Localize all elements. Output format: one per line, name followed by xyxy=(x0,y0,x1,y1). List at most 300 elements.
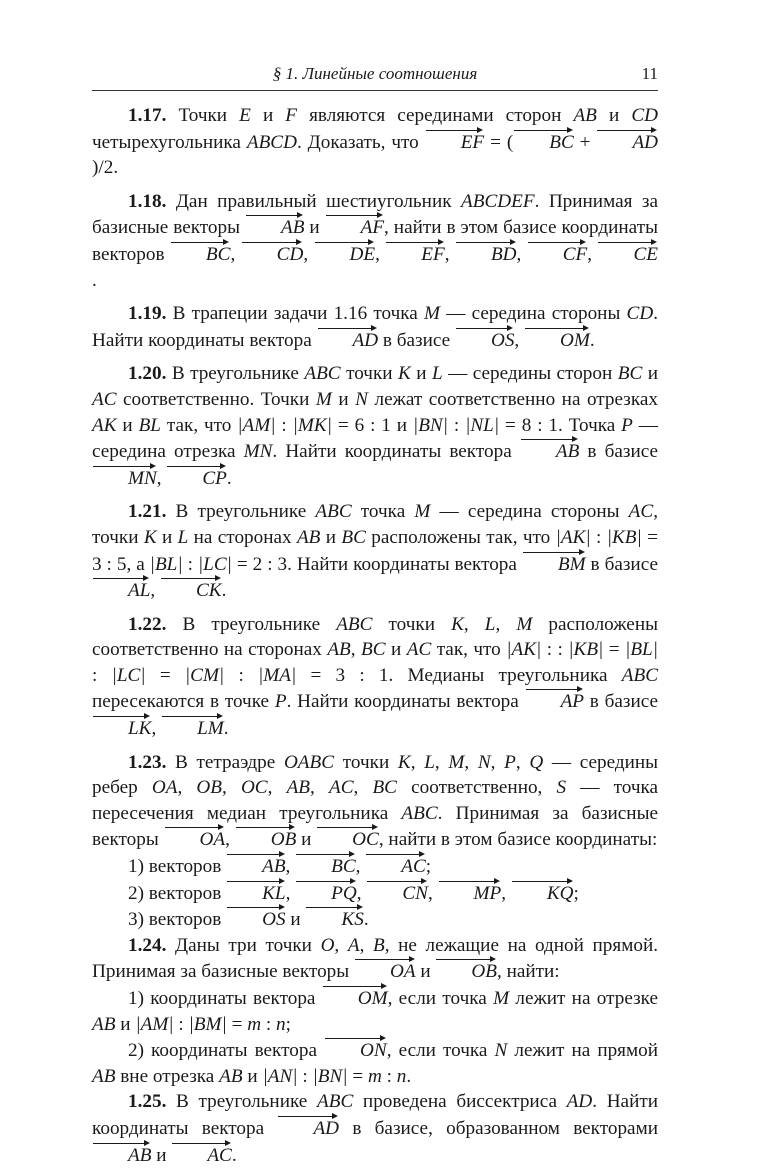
text-run: В треугольнике xyxy=(166,1091,317,1113)
text-run: точка xyxy=(351,501,415,523)
vector-symbol: MP xyxy=(438,880,502,903)
vector-symbol: ON xyxy=(324,1037,387,1060)
text-run: соответственно. Точки xyxy=(116,388,316,410)
problem-1-23 xyxy=(92,750,658,933)
text-run: лежат соответственно на отрезках xyxy=(367,388,658,410)
math-symbol: BC xyxy=(372,777,397,799)
text-run: В треугольнике xyxy=(166,613,337,635)
math-symbol: |AM| xyxy=(237,414,276,436)
math-symbol: AK xyxy=(92,414,117,436)
math-symbol: ABC xyxy=(621,664,658,686)
text-run: , xyxy=(463,613,485,635)
text-run: и xyxy=(642,363,658,385)
vector-symbol: OS xyxy=(226,906,285,929)
vector-symbol: OB xyxy=(235,826,297,849)
text-run: ; xyxy=(285,1013,291,1035)
text-run: , точки xyxy=(92,501,658,548)
text-run: , xyxy=(516,243,527,265)
text-run: ; xyxy=(425,856,432,878)
text-run: В треугольнике xyxy=(166,363,305,385)
text-run: лежит на прямой xyxy=(507,1040,659,1062)
vector-symbol: OC xyxy=(316,826,379,849)
text-run: . xyxy=(589,329,595,351)
math-symbol: CD xyxy=(631,105,658,126)
math-symbol: AD xyxy=(566,1091,593,1113)
text-run: и xyxy=(156,526,178,548)
math-symbol: n xyxy=(276,1013,286,1035)
problem-statement xyxy=(92,612,658,742)
math-symbol: K xyxy=(397,751,411,773)
vector-symbol: BD xyxy=(455,241,517,264)
math-symbol: Q xyxy=(529,751,544,773)
problem-number: 1.22. xyxy=(128,613,167,635)
math-symbol: BC xyxy=(361,639,386,661)
math-symbol: OABC xyxy=(283,751,335,773)
math-symbol: L xyxy=(432,363,443,385)
text-run: , xyxy=(356,882,367,904)
math-symbol: ABC xyxy=(315,501,352,523)
problem-1-17 xyxy=(92,103,658,181)
problem-subitem xyxy=(92,853,658,880)
text-run: пересекаются в точке xyxy=(92,691,275,713)
vector-symbol: AC xyxy=(171,1142,232,1165)
text-run: точки xyxy=(372,613,452,635)
math-symbol: |MK| xyxy=(292,414,332,436)
vector-symbol: DE xyxy=(314,241,376,264)
problem-number: 1.23. xyxy=(128,751,167,773)
math-symbol: P xyxy=(621,414,633,436)
text-run: расположены соответственно на сторонах xyxy=(92,613,658,661)
text-run: и xyxy=(331,388,356,410)
text-run: , xyxy=(495,613,517,635)
vector-symbol: OB xyxy=(435,958,497,981)
text-run: точки xyxy=(334,751,398,773)
math-symbol: |KB| xyxy=(606,526,642,548)
vector-symbol: CP xyxy=(166,465,227,488)
problem-1-22 xyxy=(92,612,658,742)
math-symbol: K xyxy=(143,526,157,548)
vector-symbol: BM xyxy=(522,551,586,574)
text-run: и xyxy=(115,1013,136,1035)
problem-number: 1.18. xyxy=(128,190,167,212)
text-run: , xyxy=(427,882,438,904)
math-symbol: AB xyxy=(92,1013,116,1035)
problem-list xyxy=(92,103,658,1168)
running-header xyxy=(92,60,658,91)
text-run: + xyxy=(573,131,597,153)
text-run: — середины сторон xyxy=(442,363,618,385)
text-run: , xyxy=(177,777,197,799)
text-run: точки xyxy=(340,363,398,385)
vector-symbol: CF xyxy=(527,241,588,264)
vector-symbol: AD xyxy=(596,129,658,152)
text-run: , xyxy=(434,751,449,773)
text-run: — середины ребер xyxy=(92,751,659,799)
text-run: : xyxy=(590,526,607,548)
text-run: , xyxy=(353,777,373,799)
text-run: . xyxy=(226,467,232,489)
vector-symbol: KQ xyxy=(511,880,574,903)
math-symbol: ABCD xyxy=(246,131,297,153)
text-run: . Принимая за базисные векторы xyxy=(92,802,658,851)
vector-symbol: AD xyxy=(277,1115,339,1138)
math-symbol: P xyxy=(274,691,287,713)
math-symbol: S xyxy=(556,777,567,799)
text-run: . Доказать, что xyxy=(296,131,425,153)
text-run: , xyxy=(587,243,598,265)
math-symbol: E xyxy=(239,105,251,126)
vector-symbol: AD xyxy=(317,327,379,350)
math-symbol: |BM| xyxy=(188,1013,227,1035)
math-symbol: ABC xyxy=(304,363,341,385)
math-symbol: AC xyxy=(328,777,354,799)
text-run: В трапеции задачи 1.16 точка xyxy=(166,303,425,325)
vector-symbol: AP xyxy=(525,688,584,711)
text-run: — точка пересечения медиан треугольника xyxy=(92,777,659,824)
text-run: , xyxy=(410,751,425,773)
text-run: 1) координаты вектора xyxy=(128,988,322,1009)
vector-symbol: AF xyxy=(325,214,384,237)
text-run: 3) векторов xyxy=(128,909,227,931)
text-run: , xyxy=(375,243,386,265)
text-run: = 8 : 1. Точка xyxy=(499,414,622,436)
vector-symbol: AL xyxy=(92,577,150,600)
text-run: = ( xyxy=(484,131,514,153)
page-number: 11 xyxy=(641,64,658,83)
math-symbol: |KB| xyxy=(568,639,604,661)
text-run: : xyxy=(92,664,112,686)
math-symbol: m xyxy=(367,1065,382,1087)
text-run: являются серединами сторон xyxy=(297,105,574,126)
text-run: Точки xyxy=(166,105,240,126)
text-run: . Найти координаты вектора xyxy=(92,303,658,351)
vector-symbol: AB xyxy=(226,853,285,876)
math-symbol: K xyxy=(451,613,464,635)
math-symbol: n xyxy=(396,1065,407,1087)
text-run: . xyxy=(92,269,97,291)
text-run: в базисе xyxy=(585,553,658,575)
text-run: , xyxy=(359,934,373,956)
math-symbol: K xyxy=(398,363,411,385)
text-run: и xyxy=(296,829,317,851)
text-run: = 3 : 1. Медианы треугольника xyxy=(296,664,622,686)
vector-symbol: LM xyxy=(161,715,224,738)
vector-symbol: OM xyxy=(322,985,388,1008)
text-run: = xyxy=(347,1065,368,1087)
text-run: . xyxy=(231,1144,237,1166)
text-run: и xyxy=(410,363,432,385)
problem-1-21 xyxy=(92,499,658,603)
text-run: , xyxy=(150,580,160,602)
text-run: , xyxy=(222,777,241,799)
text-run: 1) векторов xyxy=(128,856,227,878)
problem-1-25 xyxy=(92,1089,658,1168)
text-run: и xyxy=(320,526,342,548)
text-run: : xyxy=(275,414,293,436)
vector-symbol: CD xyxy=(241,241,304,264)
text-run: , xyxy=(267,777,287,799)
text-run: : xyxy=(173,1013,189,1035)
math-symbol: CD xyxy=(626,303,654,325)
math-symbol: N xyxy=(494,1040,508,1062)
text-run: . xyxy=(406,1065,412,1087)
text-run: В тетраэдре xyxy=(166,751,284,773)
math-symbol: AC xyxy=(92,388,117,410)
text-run: )/2. xyxy=(92,157,119,179)
text-run: четырехугольника xyxy=(92,131,247,153)
math-symbol: M xyxy=(414,501,431,523)
problem-statement xyxy=(92,361,658,491)
text-run: и xyxy=(596,105,632,126)
text-run: , xyxy=(350,639,362,661)
text-run: , если точка xyxy=(387,988,494,1009)
text-run: . xyxy=(223,718,229,740)
problem-number: 1.19. xyxy=(128,303,167,325)
math-symbol: MN xyxy=(243,441,273,463)
math-symbol: OA xyxy=(151,777,178,799)
problem-statement xyxy=(92,750,658,853)
text-run: . Найти координаты вектора xyxy=(272,441,520,463)
problem-statement xyxy=(92,933,658,985)
vector-symbol: LK xyxy=(92,715,151,738)
vector-symbol: CE xyxy=(597,241,658,264)
math-symbol: AC xyxy=(628,501,654,523)
text-run: . xyxy=(363,909,369,931)
problem-1-20 xyxy=(92,361,658,491)
math-symbol: A xyxy=(347,934,360,956)
text-run: и xyxy=(304,217,325,239)
text-run: : xyxy=(381,1065,397,1087)
text-run: расположены так, что xyxy=(365,526,556,548)
text-run: и xyxy=(415,961,436,983)
math-symbol: L xyxy=(484,613,496,635)
text-run: В треугольнике xyxy=(166,501,316,523)
text-run: = 3 : 5, а xyxy=(92,526,658,575)
math-symbol: |AM| xyxy=(135,1013,174,1035)
text-run: = 6 : 1 и xyxy=(332,414,413,436)
math-symbol: BC xyxy=(341,526,366,548)
vector-symbol: BC xyxy=(170,241,231,264)
math-symbol: AB xyxy=(92,1065,116,1087)
text-run: = xyxy=(603,639,626,661)
problem-subitem xyxy=(92,906,658,933)
math-symbol: |NL| xyxy=(465,414,500,436)
text-run: : xyxy=(261,1013,277,1035)
vector-symbol: OS xyxy=(455,327,514,350)
text-run: — середина стороны xyxy=(440,303,627,325)
math-symbol: N xyxy=(477,751,491,773)
math-symbol: P xyxy=(504,751,516,773)
text-run: . Найти координаты вектора xyxy=(92,1091,658,1139)
math-symbol: AB xyxy=(219,1065,243,1087)
text-run: — середина отрезка xyxy=(92,414,658,463)
text-run: так, что xyxy=(431,639,507,661)
text-run: и xyxy=(242,1065,263,1087)
math-symbol: L xyxy=(424,751,435,773)
text-run: в базисе xyxy=(378,329,455,351)
text-run: в базисе xyxy=(584,691,658,713)
problem-number: 1.24. xyxy=(128,934,167,956)
problem-number: 1.17. xyxy=(128,105,167,126)
problem-1-19 xyxy=(92,301,658,353)
text-run: 2) координаты вектора xyxy=(128,1040,325,1062)
text-run: = xyxy=(145,664,185,686)
vector-symbol: KL xyxy=(226,880,285,903)
math-symbol: M xyxy=(315,388,332,410)
vector-symbol: MN xyxy=(92,465,157,488)
problem-subitem xyxy=(92,985,658,1037)
problem-statement xyxy=(92,499,658,603)
text-run: , xyxy=(444,243,455,265)
math-symbol: OB xyxy=(196,777,222,799)
problem-statement xyxy=(92,1089,658,1168)
problem-subitem xyxy=(92,880,658,907)
text-run: : : xyxy=(541,639,569,661)
problem-number: 1.20. xyxy=(128,363,167,385)
text-run: , xyxy=(285,856,296,878)
text-run: : xyxy=(297,1065,313,1087)
problem-statement xyxy=(92,189,658,293)
vector-symbol: OA xyxy=(354,958,416,981)
math-symbol: |MA| xyxy=(258,664,297,686)
text-run: Даны три точки xyxy=(166,934,321,956)
text-run: и xyxy=(285,909,306,931)
text-run: , xyxy=(490,751,505,773)
math-symbol: ABCDEF xyxy=(461,190,535,212)
math-symbol: AB xyxy=(573,105,597,126)
math-symbol: |BL| xyxy=(625,639,658,661)
math-symbol: |BL| xyxy=(149,553,183,575)
text-run: ; xyxy=(573,882,579,904)
math-symbol: OC xyxy=(240,777,268,799)
text-run: : xyxy=(182,553,198,575)
section-title: § 1. Линейные соотношения xyxy=(272,64,478,83)
text-run: , не лежащие на одной прямой. Принимая за базисные векторы xyxy=(92,934,659,983)
text-run: . xyxy=(221,580,227,602)
vector-symbol: AC xyxy=(365,853,426,876)
text-run: , xyxy=(156,467,167,489)
vector-symbol: AB xyxy=(520,438,579,461)
vector-symbol: AB xyxy=(245,214,304,237)
vector-symbol: PQ xyxy=(295,880,357,903)
math-symbol: M xyxy=(516,613,533,635)
math-symbol: L xyxy=(177,526,189,548)
text-run: и xyxy=(250,105,286,126)
vector-symbol: BC xyxy=(513,129,574,152)
text-run: , xyxy=(303,243,314,265)
text-run: , xyxy=(285,882,296,904)
math-symbol: |CM| xyxy=(184,664,225,686)
text-run: , xyxy=(501,882,511,904)
math-symbol: |BN| xyxy=(312,1065,348,1087)
math-symbol: AB xyxy=(286,777,311,799)
math-symbol: ABC xyxy=(317,1091,354,1113)
text-run: . Принимая за базисные векторы xyxy=(92,190,658,239)
text-run: , xyxy=(334,934,348,956)
math-symbol: AB xyxy=(296,526,321,548)
text-run: = xyxy=(226,1013,248,1035)
text-run: , xyxy=(515,751,530,773)
vector-symbol: OA xyxy=(164,826,226,849)
text-run: = 2 : 3. Найти координаты вектора xyxy=(231,553,522,575)
math-symbol: BL xyxy=(138,414,161,436)
text-run: Дан правильный шестиугольник xyxy=(166,190,462,212)
problem-statement xyxy=(92,301,658,353)
vector-symbol: CN xyxy=(366,880,428,903)
text-run: , если точка xyxy=(386,1040,495,1062)
problem-1-18 xyxy=(92,189,658,293)
text-run: вне отрезка xyxy=(115,1065,220,1087)
math-symbol: ABC xyxy=(336,613,373,635)
text-run: , xyxy=(151,718,162,740)
vector-symbol: EF xyxy=(425,129,484,152)
math-symbol: F xyxy=(285,105,298,126)
math-symbol: M xyxy=(493,988,510,1009)
problem-number: 1.25. xyxy=(128,1091,167,1113)
math-symbol: N xyxy=(355,388,368,410)
text-run: проведена биссектриса xyxy=(353,1091,567,1113)
vector-symbol: EF xyxy=(385,241,444,264)
math-symbol: M xyxy=(448,751,465,773)
text-run: , xyxy=(225,829,235,851)
math-symbol: m xyxy=(247,1013,262,1035)
text-run: и xyxy=(385,639,407,661)
text-run: . Найти координаты вектора xyxy=(286,691,525,713)
text-run: и xyxy=(116,414,139,436)
text-run: , xyxy=(230,243,241,265)
book-page xyxy=(92,60,658,1176)
vector-symbol: AB xyxy=(92,1142,151,1165)
text-run: на сторонах xyxy=(188,526,297,548)
vector-symbol: BC xyxy=(295,853,356,876)
text-run: 2) векторов xyxy=(128,882,227,904)
vector-symbol: OM xyxy=(524,327,590,350)
math-symbol: |LC| xyxy=(111,664,146,686)
math-symbol: |AK| xyxy=(555,526,591,548)
vector-symbol: CK xyxy=(160,577,222,600)
math-symbol: |LC| xyxy=(197,553,232,575)
text-run: , найти: xyxy=(497,961,560,983)
math-symbol: |AN| xyxy=(262,1065,298,1087)
math-symbol: |AK| xyxy=(506,639,542,661)
math-symbol: |BN| xyxy=(412,414,448,436)
text-run: в базисе xyxy=(579,441,658,463)
text-run: , xyxy=(355,856,366,878)
math-symbol: O xyxy=(320,934,335,956)
text-run: лежит на отрезке xyxy=(509,988,659,1009)
text-run: : xyxy=(448,414,466,436)
text-run: , xyxy=(514,329,525,351)
math-symbol: BC xyxy=(617,363,643,385)
text-run: в базисе, образованном векторами xyxy=(339,1117,658,1139)
math-symbol: AB xyxy=(327,639,351,661)
math-symbol: AC xyxy=(406,639,432,661)
text-run: , найти в этом базисе координаты: xyxy=(378,829,658,851)
problem-subitem xyxy=(92,1037,658,1089)
problem-number: 1.21. xyxy=(128,501,167,523)
text-run: , найти в этом базисе координаты векторов xyxy=(92,217,658,265)
problem-statement xyxy=(92,103,658,181)
text-run: соответственно, xyxy=(396,777,557,799)
text-run: , xyxy=(310,777,329,799)
text-run: : xyxy=(224,664,258,686)
problem-1-24 xyxy=(92,933,658,1090)
math-symbol: B xyxy=(373,934,385,956)
text-run: и xyxy=(151,1144,172,1166)
math-symbol: M xyxy=(424,303,440,325)
vector-symbol: KS xyxy=(305,906,363,929)
text-run: так, что xyxy=(160,414,238,436)
